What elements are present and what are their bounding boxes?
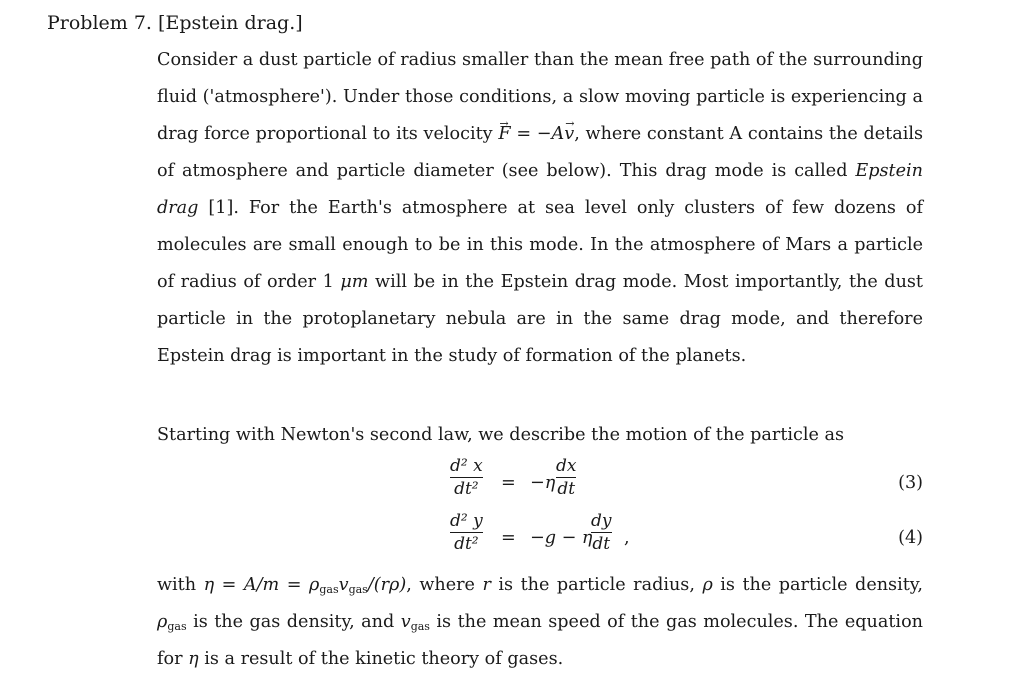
eq3-rhs-prefix: −η (530, 473, 556, 493)
eq4-lhs-den: dt² (450, 532, 483, 556)
velocity-vector: → v (564, 116, 574, 153)
eq3-rhs-den: dt (557, 479, 576, 499)
symbol-r: r (482, 575, 491, 595)
subscript-gas: gas (319, 583, 339, 596)
eq4-equals: = (501, 528, 516, 548)
definitions-paragraph (157, 567, 923, 678)
equation-3 (0, 455, 1024, 511)
symbol-rho: ρ (702, 575, 713, 595)
eq3-rhs-fraction (556, 455, 576, 501)
text-span: is the gas density, and (186, 612, 401, 632)
force-vector: → F (498, 116, 510, 153)
newton-paragraph: Starting with Newton's second law, we describe the motion of the particle as (157, 425, 845, 445)
eta-definition (204, 575, 407, 595)
problem-heading (47, 10, 303, 36)
eq3-rhs-num: dx (556, 456, 577, 476)
text-span: [1]. For the Earth's atmosphere at sea level only clusters of few dozens of molecules are small enough to be in this mode. In the atmosphere of Mars a particle of radius of order 1 (157, 198, 923, 292)
text-span: will be in the Epstein drag mode. Most importantly, the dust particle in the protoplanetary nebula are in the same drag mode, and therefore Epstein drag is important in the study of formation of the planets. (157, 272, 923, 366)
eq3-equals: = (501, 473, 516, 493)
problem-title: [Epstein drag.] (158, 12, 303, 34)
subscript-gas: gas (167, 620, 187, 633)
eq4-rhs-den: dt (592, 534, 611, 554)
eq3-lhs-num: d² x (450, 456, 483, 476)
subscript-gas: gas (410, 620, 430, 633)
subscript-gas: gas (348, 583, 368, 596)
term-epstein-drag: Epstein drag (157, 161, 923, 218)
intro-paragraph (157, 42, 923, 375)
equals-minus-A: = −A (510, 124, 565, 144)
text-span: , where constant A contains the details of atmosphere and particle diameter (see below). This drag mode is called (157, 124, 923, 181)
text-span: is the particle density, (712, 575, 923, 595)
equation-4 (0, 510, 1024, 566)
unit-micrometer: μm (340, 272, 369, 292)
eta-def-part: v (338, 575, 349, 595)
text-span: is the particle radius, (490, 575, 703, 595)
text-span: is a result of the kinetic theory of gases. (198, 649, 564, 669)
eq3-lhs-den: dt² (450, 477, 483, 501)
text-span: Consider a dust particle of radius smaller than the mean free path of the surrounding fluid ('atmosphere'). Under those conditions, a slow moving particle is experiencing a drag force proportional to its velocity (157, 50, 923, 144)
eta-def-part: η = A/m = ρ (203, 575, 320, 595)
eq4-lhs-fraction (450, 510, 483, 556)
eq4-comma: , (624, 528, 630, 548)
force-expression (498, 124, 574, 144)
eta-def-part: /(rρ) (367, 575, 407, 595)
problem-label: Problem 7. (47, 12, 152, 34)
symbol-rho-gas: ρ (157, 612, 168, 632)
eq4-lhs-num: d² y (450, 511, 483, 531)
symbol-eta: η (188, 649, 199, 669)
text-span: with (157, 575, 204, 595)
eq4-rhs-fraction (591, 510, 612, 556)
eq4-rhs-prefix: −g − η (530, 528, 593, 548)
symbol-v-gas: v (400, 612, 411, 632)
eq3-number: (3) (898, 473, 923, 493)
text-span: , where (406, 575, 483, 595)
eq4-number: (4) (898, 528, 923, 548)
eq4-rhs-num: dy (591, 511, 612, 531)
text-span: is the mean speed of the gas molecules. The equation for (157, 612, 923, 669)
eq3-lhs-fraction (450, 455, 483, 501)
